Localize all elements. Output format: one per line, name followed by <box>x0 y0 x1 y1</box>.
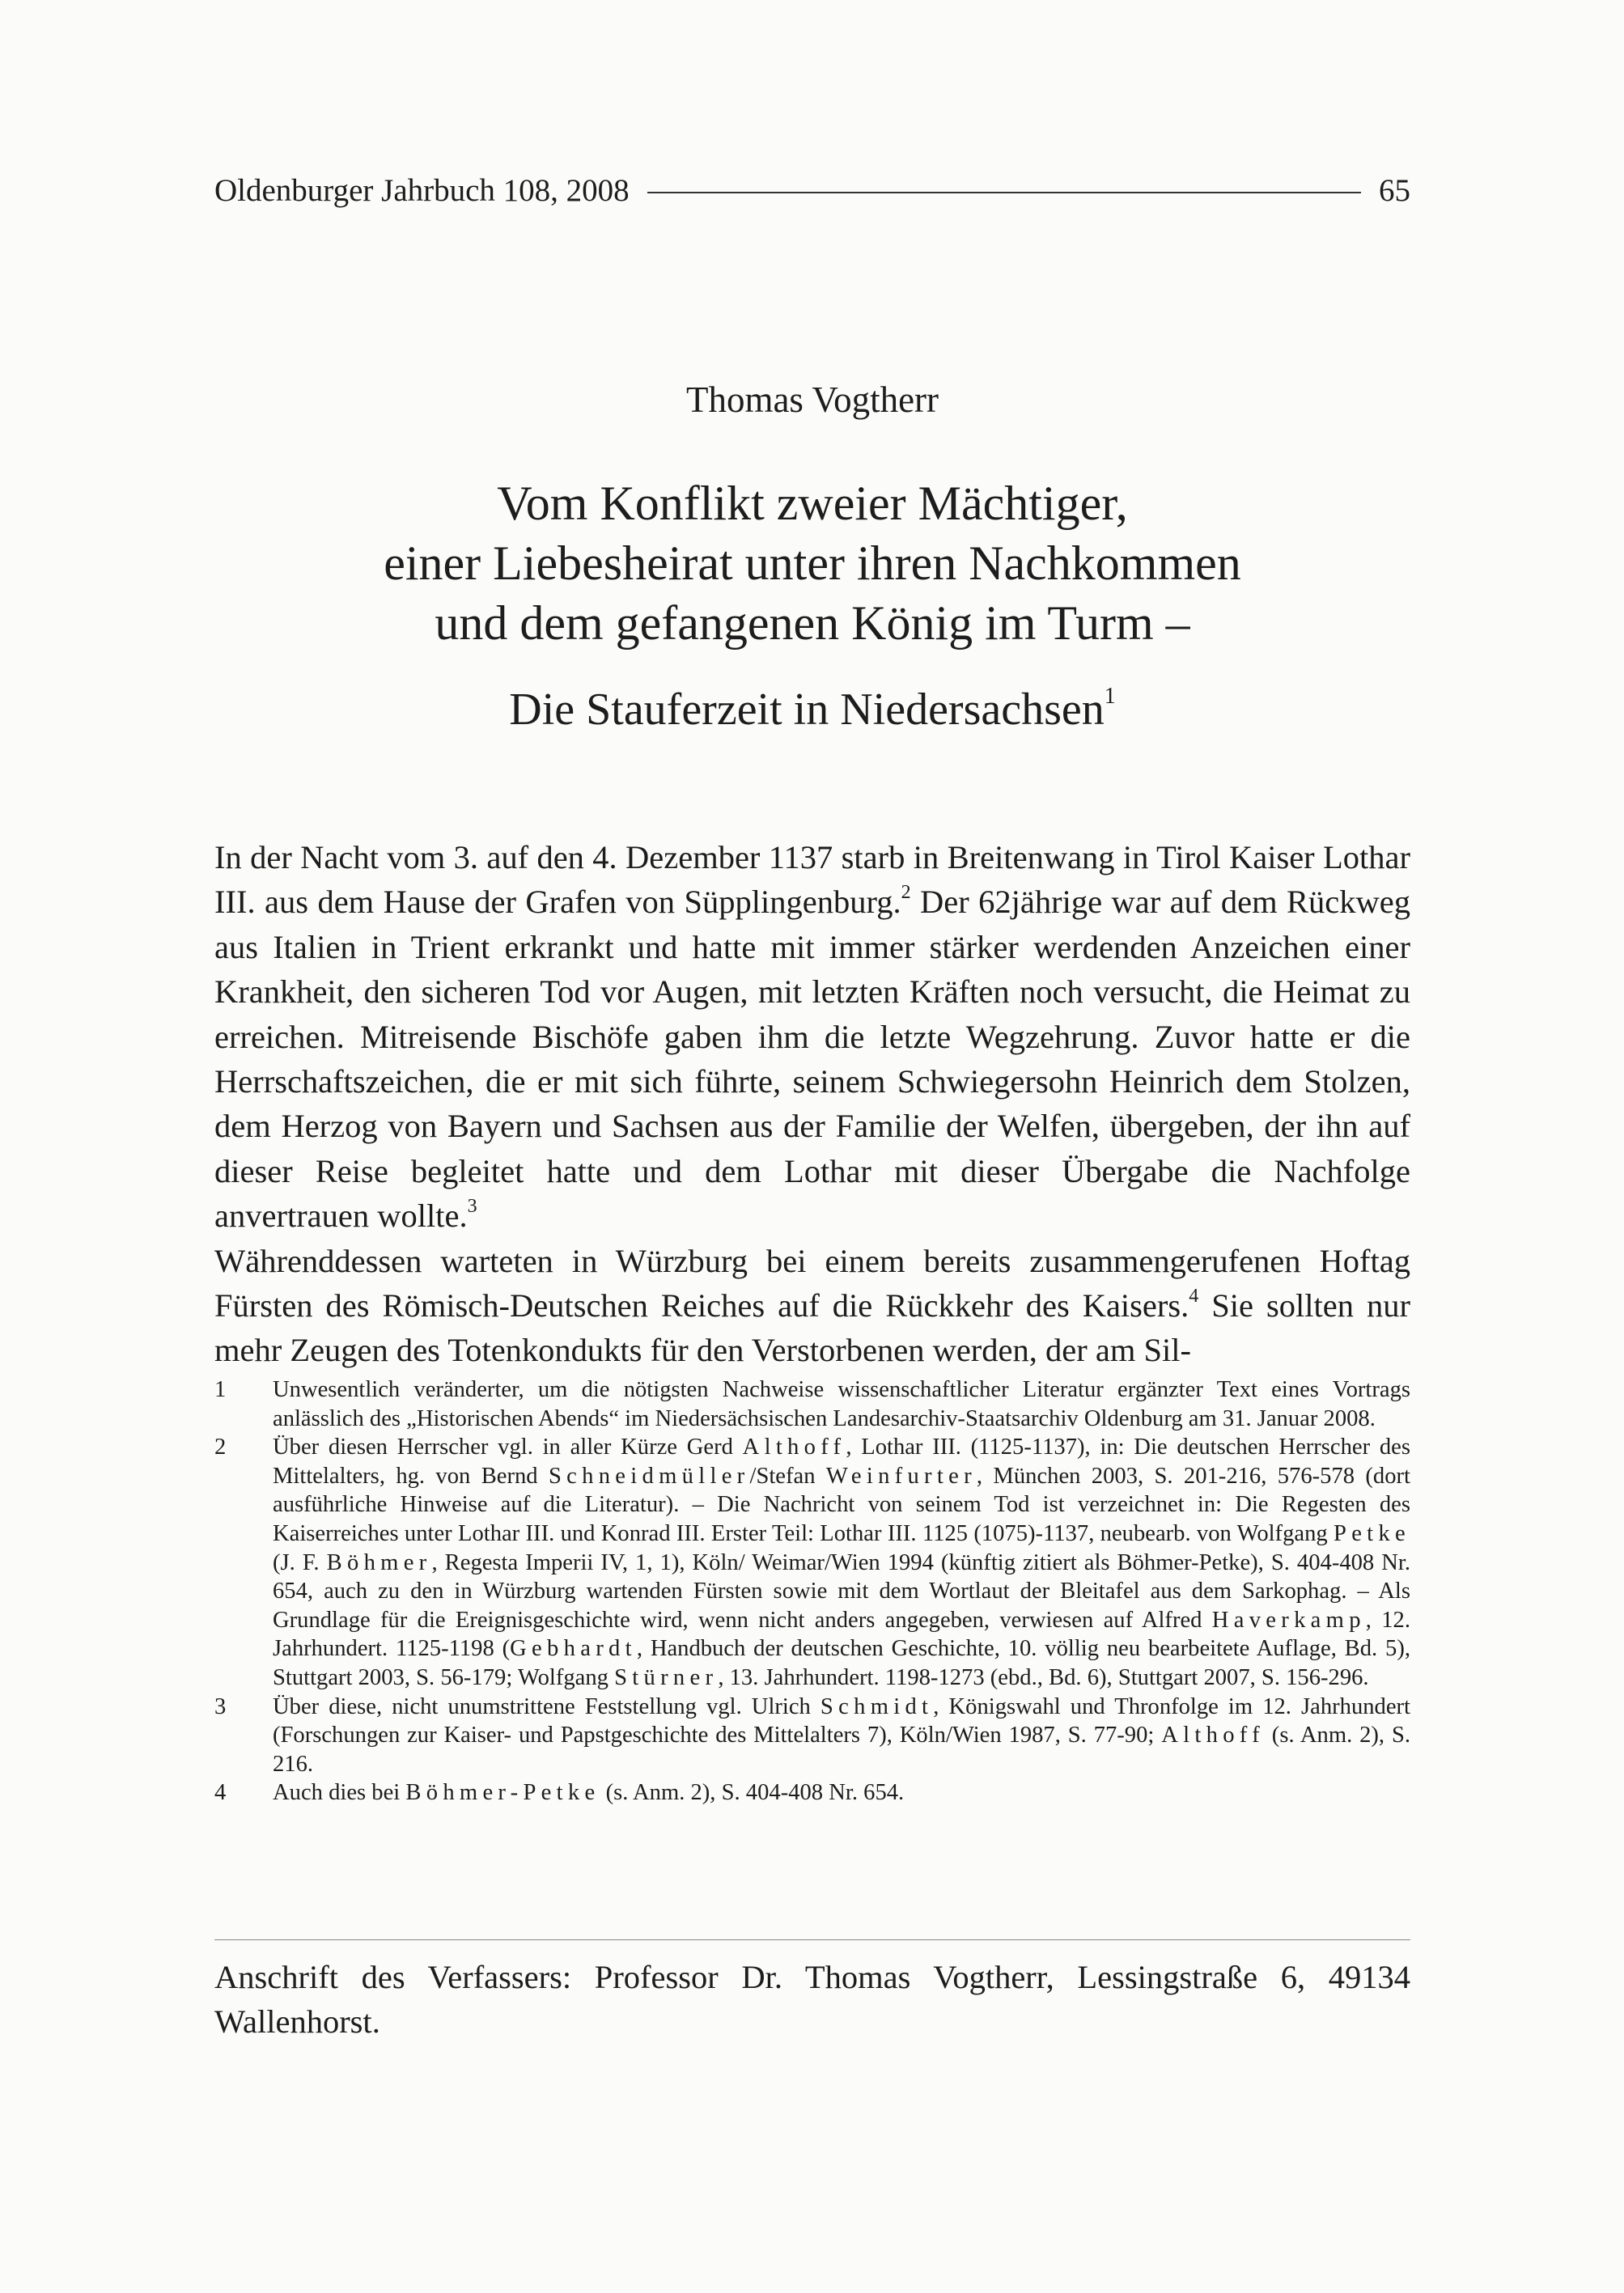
footnote-text: Unwesentlich veränderter, um die nötigsten Nachweise wissenschaftlicher Literatur ergänzter Text eines Vortrags anlässlich des „Historischen Abends“ im Niedersächsischen Landesarchiv-Staatsarchiv Oldenburg am 31. Januar 2008. <box>273 1377 1410 1431</box>
cited-author: Böhmer-Petke <box>405 1780 600 1806</box>
footnote-1 <box>214 1375 1410 1433</box>
journal-title: Oldenburger Jahrbuch 108, 2008 <box>214 172 630 208</box>
footnote-3 <box>214 1693 1410 1779</box>
footnote-ref-2: 2 <box>901 882 911 904</box>
header-rule <box>647 192 1361 193</box>
article-subtitle <box>214 684 1410 735</box>
body-text <box>214 835 1410 1373</box>
cited-author: Weinfurter <box>825 1463 977 1489</box>
footnote-number: 4 <box>214 1780 227 1806</box>
cited-author: Schmidt <box>820 1693 934 1719</box>
cited-author: Althoff <box>742 1435 846 1460</box>
footnotes <box>214 1375 1410 1808</box>
subtitle-text: Die Stauferzeit in Niedersachsen <box>509 685 1105 735</box>
fn-text-run: , Königswahl und Thronfolge im 12. Jahrhundert (Forschungen zur Kaiser- und Papstgeschichte des Mittelalters 7), Köln/Wien 1987, S. 77-90; <box>273 1693 1410 1748</box>
address-divider <box>214 1939 1410 1940</box>
article-title <box>214 473 1410 653</box>
cited-author: Haverkamp <box>1211 1607 1366 1633</box>
footnote-ref-3: 3 <box>467 1196 477 1218</box>
footnote-ref-1: 1 <box>1104 684 1116 709</box>
fn-text-run: , 12. Jahrhundert. 1125-1198 ( <box>273 1607 1410 1662</box>
fn-text-run: , 13. Jahrhundert. 1198-1273 (ebd., Bd. 6), Stuttgart 2007, S. 156-296. <box>718 1664 1369 1690</box>
running-header <box>214 166 1410 214</box>
paragraph-1-part-b: Der 62jährige war auf dem Rückweg aus Italien in Trient erkrankt und hatte mit immer stärker werdenden Anzeichen einer Krankheit, den sicheren Tod vor Augen, mit letzten Kräften noch versucht, die Heimat zu erreichen. Mitreisende Bischöfe gaben ihm die letzte Wegzehrung. Zuvor hatte er die Herrschaftszeichen, die er mit sich führte, seinem Schwiegersohn Heinrich dem Stolzen, dem Herzog von Bayern und Sachsen aus der Familie der Welfen, übergeben, der ihn auf dieser Reise begleitet hatte und dem Lothar mit dieser Übergabe die Nachfolge anvertrauen wollte. <box>214 884 1410 1235</box>
footnote-number: 1 <box>214 1377 227 1402</box>
fn-text-run: Über diese, nicht unumstrittene Feststellung vgl. Ulrich <box>273 1693 820 1719</box>
fn-text-run: Auch dies bei <box>273 1780 406 1806</box>
footnote-2 <box>214 1433 1410 1692</box>
paragraph-2 <box>214 1239 1410 1373</box>
footnote-text <box>273 1778 1410 1808</box>
fn-text-run: , Regesta Imperii IV, 1, 1), Köln/ Weimar/Wien 1994 (künftig zitiert als Böhmer-Petke), S. 404-408 Nr. 654, auch zu den in Würzburg wartenden Fürsten sowie mit dem Wortlaut der Bleitafel aus dem Sarkophag. – Als Grundlage für die Ereignisgeschichte wird, wenn nicht anders angegeben, verwiesen auf Alfred <box>273 1549 1410 1633</box>
fn-text-run: /Stefan <box>749 1463 826 1489</box>
footnote-4 <box>214 1778 1410 1808</box>
cited-author: Stürner <box>614 1664 719 1690</box>
fn-text-run: Über diesen Herrscher vgl. in aller Kürze Gerd <box>273 1435 743 1460</box>
footnote-number: 2 <box>214 1435 227 1460</box>
cited-author: Althoff <box>1161 1723 1265 1748</box>
title-line-3: und dem gefangenen König im Turm – <box>435 596 1190 650</box>
cited-author: Böhmer <box>326 1549 432 1575</box>
cited-author: Gebhardt <box>510 1636 637 1662</box>
fn-text-run: (s. Anm. 2), S. 216. <box>273 1723 1410 1777</box>
fn-text-run: , Lothar III. (1125-1137), in: Die deutschen Herrscher des Mittelalters, hg. von Bernd <box>273 1435 1410 1489</box>
paragraph-1-part-a: In der Nacht vom 3. auf den 4. Dezember 1137 starb in Breitenwang in Tirol Kaiser Lothar III. aus dem Hause der Grafen von Süpplingenburg. <box>214 839 1410 921</box>
footnote-text <box>273 1433 1410 1692</box>
fn-text-run: , München 2003, S. 201-216, 576-578 (dort ausführliche Hinweise auf die Literatur). – Die Nachricht von seinem Tod ist verzeichnet in: Die Regesten des Kaiserreiches unter Lothar III. und Konrad III. Erster Teil: Lothar III. 1125 (1075)-1137, neubearb. von Wolfgang <box>273 1463 1410 1546</box>
title-line-1: Vom Konflikt zweier Mächtiger, <box>497 477 1128 530</box>
title-line-2: einer Liebesheirat unter ihren Nachkommen <box>384 536 1241 590</box>
fn-text-run: (J. F. <box>273 1549 327 1575</box>
footnote-number: 3 <box>214 1693 227 1719</box>
cited-author: Petke <box>1334 1520 1410 1546</box>
paragraph-1 <box>214 835 1410 1239</box>
footnote-ref-4: 4 <box>1189 1286 1199 1308</box>
cited-author: Schneidmüller <box>548 1463 750 1489</box>
author-address: Anschrift des Verfassers: Professor Dr. Thomas Vogtherr, Lessingstraße 6, 49134 Wallenhorst. <box>214 1959 1410 2040</box>
paragraph-2-part-a: Währenddessen warteten in Würzburg bei einem bereits zusammengerufenen Hoftag Fürsten des Römisch-Deutschen Reiches auf die Rückkehr des Kaisers. <box>214 1242 1410 1325</box>
fn-text-run: (s. Anm. 2), S. 404-408 Nr. 654. <box>600 1780 905 1806</box>
author-name: Thomas Vogtherr <box>685 379 939 420</box>
page-number: 65 <box>1379 172 1410 208</box>
fn-text-run: , Handbuch der deutschen Geschichte, 10. völlig neu bearbeitete Auflage, Bd. 5), Stuttgart 2003, S. 56-179; Wolfgang <box>273 1636 1410 1690</box>
paragraph-2-part-b: Sie sollten nur mehr Zeugen des Totenkondukts für den Verstorbenen werden, der am Sil- <box>214 1287 1410 1369</box>
footnote-text <box>273 1693 1410 1779</box>
